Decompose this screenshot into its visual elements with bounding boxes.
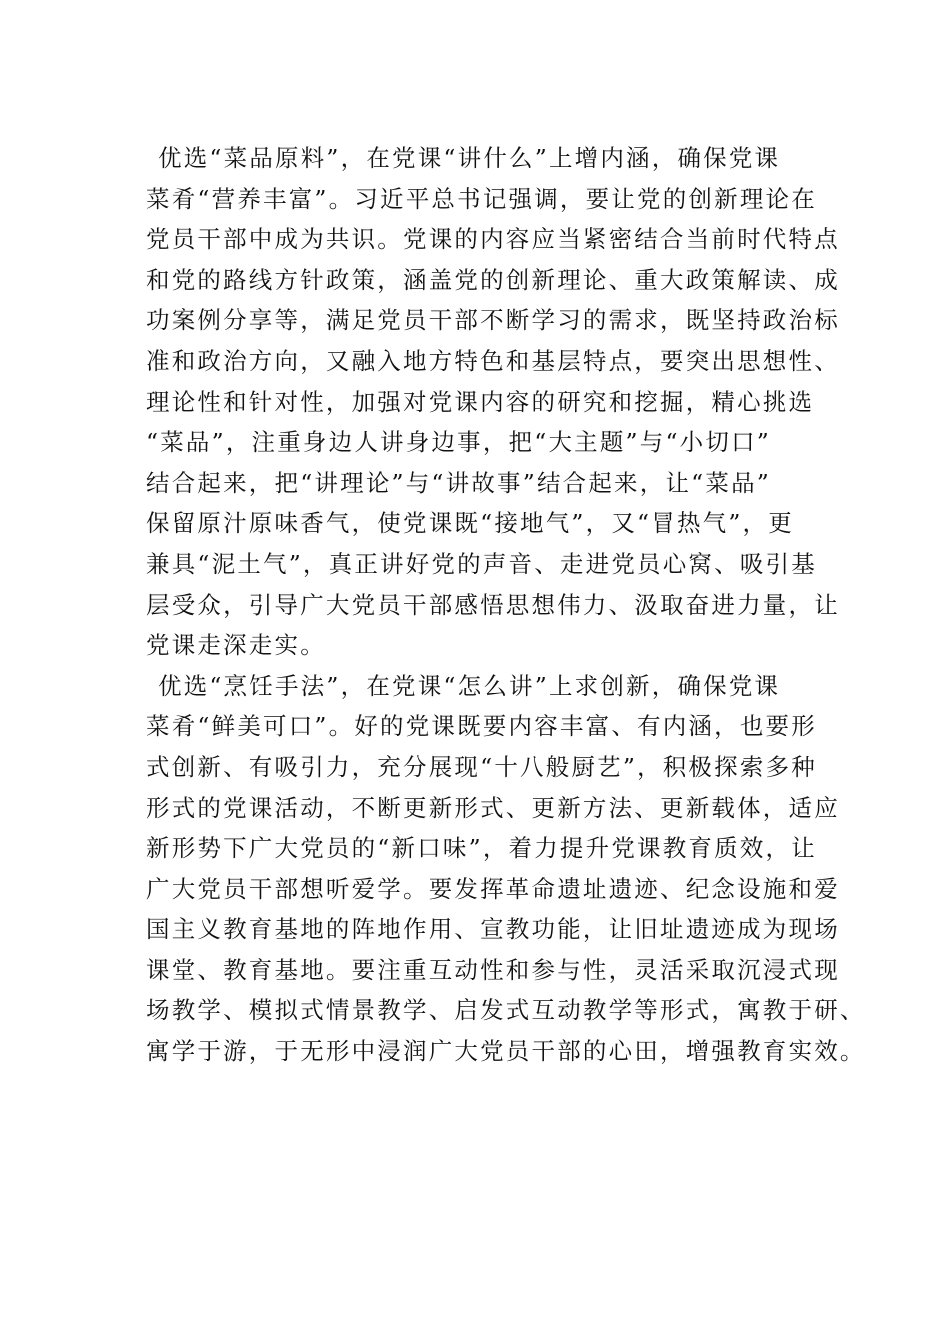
text-line: 场教学、模拟式情景教学、启发式互动教学等形式，寓教于研、 [146,996,866,1025]
text-line: 功案例分享等，满足党员干部不断学习的需求，既坚持政治标 [146,306,840,335]
paragraph-select-ingredients [146,138,840,666]
text-line: 国主义教育基地的阵地作用、宣教功能，让旧址遗迹成为现场 [146,915,840,944]
text-line: 寓学于游，于无形中浸润广大党员干部的心田，增强教育实效。 [146,1037,866,1066]
text-line: 课堂、教育基地。要注重互动性和参与性，灵活采取沉浸式现 [146,955,840,984]
text-line: 菜肴“鲜美可口”。好的党课既要内容丰富、有内涵，也要形 [146,712,817,741]
text-line: 党课走深走实。 [146,631,326,660]
text-line: 广大党员干部想听爱学。要发挥革命遗址遗迹、纪念设施和爱 [146,874,840,903]
text-line: “菜品”，注重身边人讲身边事，把“大主题”与“小切口” [146,428,771,457]
text-line: 保留原汁原味香气，使党课既“接地气”，又“冒热气”，更 [146,509,794,538]
text-line: 优选“菜品原料”，在党课“讲什么”上增内涵，确保党课 [158,144,781,172]
text-line: 党员干部中成为共识。党课的内容应当紧密结合当前时代特点 [146,225,840,254]
text-line: 形式的党课活动，不断更新形式、更新方法、更新载体，适应 [146,793,840,822]
text-line: 兼具“泥土气”，真正讲好党的声音、走进党员心窝、吸引基 [146,549,817,578]
text-line: 优选“烹饪手法”，在党课“怎么讲”上求创新，确保党课 [158,671,781,700]
text-line: 层受众，引导广大党员干部感悟思想伟力、汲取奋进力量，让 [146,590,840,619]
text-line: 结合起来，把“讲理论”与“讲故事”结合起来，让“菜品” [146,468,771,497]
paragraph-select-cooking-methods [146,666,866,1072]
text-line: 理论性和针对性，加强对党课内容的研究和挖掘，精心挑选 [146,387,815,416]
text-line: 和党的路线方针政策，涵盖党的创新理论、重大政策解读、成 [146,265,840,294]
document-body [146,138,866,1072]
text-line: 准和政治方向，又融入地方特色和基层特点，要突出思想性、 [146,346,840,375]
text-line: 新形势下广大党员的“新口味”，着力提升党课教育质效，让 [146,834,817,863]
text-line: 菜肴“营养丰富”。习近平总书记强调，要让党的创新理论在 [146,184,817,213]
text-line: 式创新、有吸引力，充分展现“十八般厨艺”，积极探索多种 [146,752,817,781]
